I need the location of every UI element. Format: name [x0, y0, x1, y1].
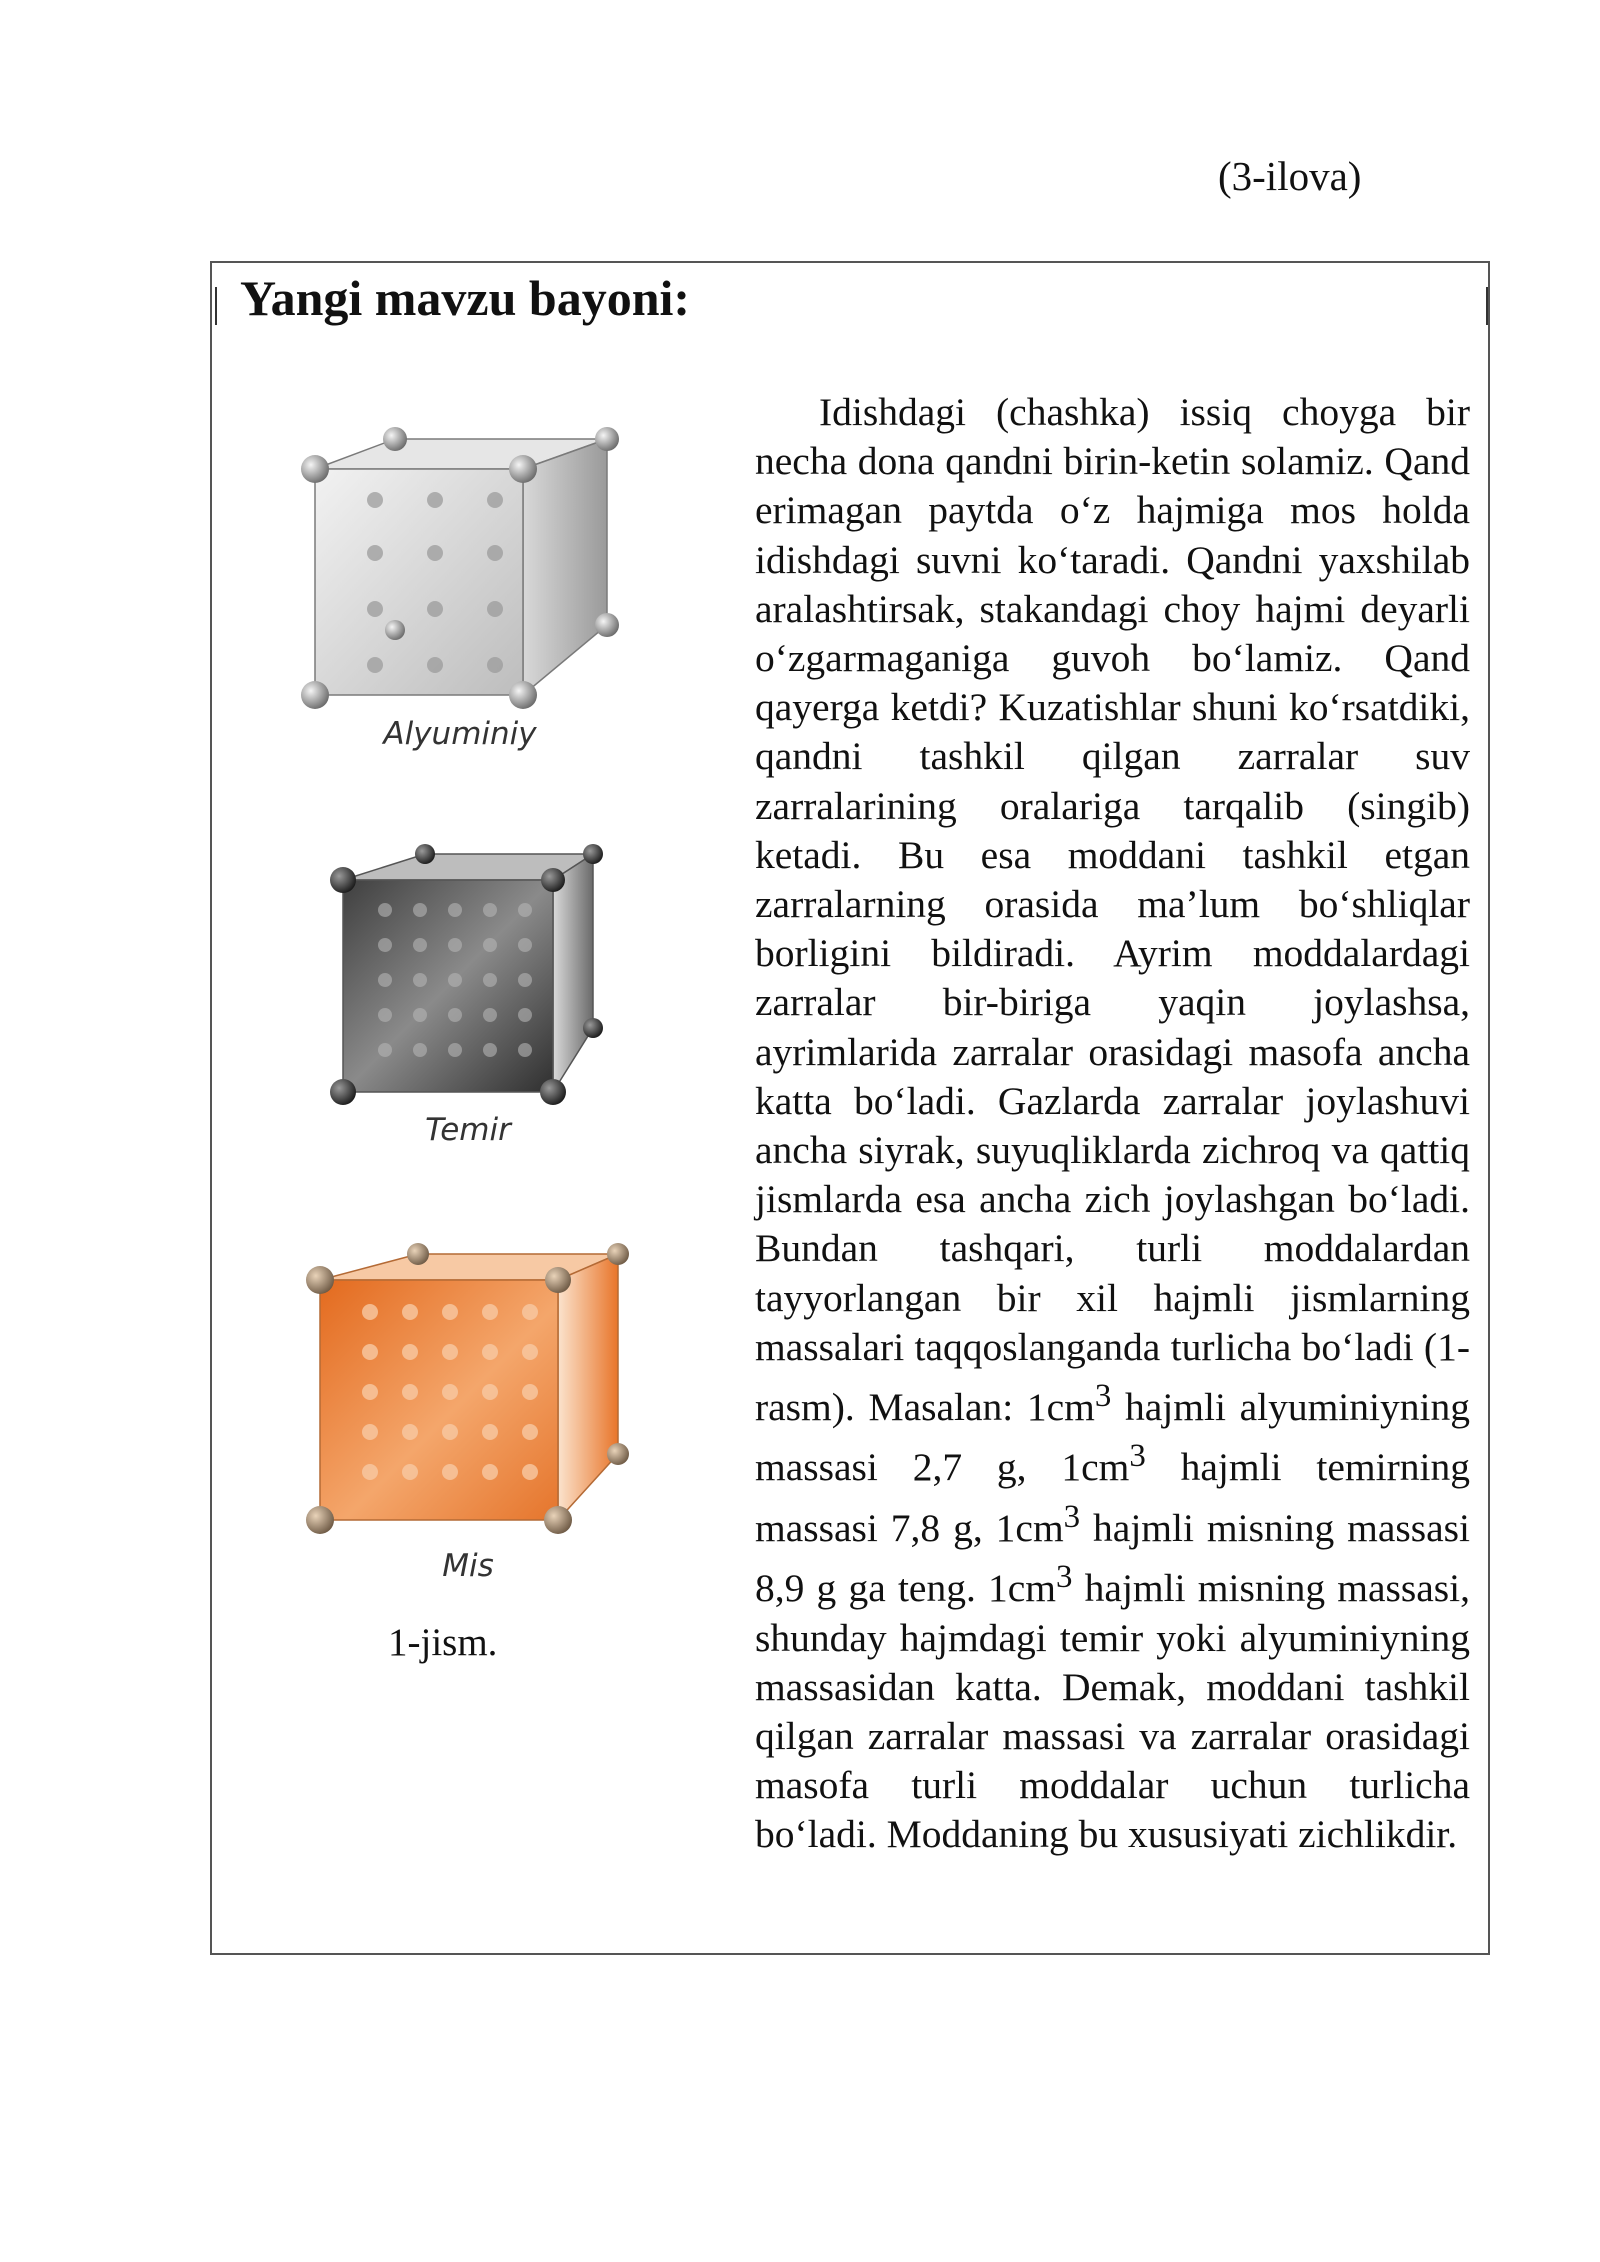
frame-tick-right	[1486, 287, 1488, 325]
body-text-start: Idishdagi (chashka) issiq choyga bir necha dona qandni birin-ketin solamiz. Qand erimagan paytda o‘z hajmiga mos holda idishdagi suvni ko‘taradi. Qandni yaxshilab aralashtirsak, stakandagi choy hajmi deyarli o‘zgarmaganiga guvoh bo‘lamiz. Qand qayerga ketdi? Kuzatishlar shuni ko‘rsatdiki, qandni tashkil qilgan zarralar suv zarralarining oralariga tarqalib (singib) ketadi. Bu esa moddani tashkil etgan zarralarning orasida ma’lum bo‘shliqlar borligini bildiradi. Ayrim moddalardagi zarralar bir-biriga yaqin joylashsa, ayrimlarida zarralar orasidagi masofa ancha katta bo‘ladi. Gazlarda zarralar joylashuvi ancha siyrak, suyuqliklarda zichroq va qattiq jismlarda esa ancha zich joylashgan bo‘ladi. Bundan tashqari, turli moddalardan tayyorlangan bir xil hajmli jismlarning massalari taqqoslanganda turlicha bo‘ladi (1-rasm). Masalan:	[755, 390, 1470, 1430]
unit-exponent: 3	[1063, 1498, 1081, 1535]
unit-cm: 1cm	[1061, 1445, 1130, 1490]
body-paragraph	[755, 388, 1470, 1860]
unit-cm: 1cm	[995, 1505, 1064, 1550]
body-text-end: hajmli misning massasi, shunday hajmdagi temir yoki alyuminiyning massasidan katta. Demak, moddani tashkil qilgan zarralar massasi va zarralar orasidagi masofa turli moddalar uchun turlicha bo‘ladi. Moddaning bu xususiyati zichlikdir.	[755, 1566, 1470, 1857]
unit-cm: 1cm	[988, 1566, 1057, 1611]
body-text-iron: hajmli temirning massasi 7,8 g,	[755, 1445, 1470, 1550]
iron-cube-illustration	[325, 840, 615, 1110]
copper-cube-illustration	[300, 1240, 640, 1540]
unit-exponent: 3	[1129, 1438, 1146, 1475]
aluminium-caption: Alyuminiy	[383, 716, 537, 752]
unit-cm: 1cm	[1026, 1385, 1095, 1430]
section-heading: Yangi mavzu bayoni:	[240, 270, 691, 326]
copper-caption: Mis	[442, 1548, 494, 1584]
appendix-label: (3-ilova)	[1218, 153, 1362, 199]
body-text-copper: hajmli misning massasi 8,9 g ga teng.	[755, 1505, 1470, 1611]
unit-exponent: 3	[1056, 1559, 1073, 1596]
frame-tick-left	[215, 287, 217, 325]
figure-label: 1-jism.	[388, 1621, 498, 1664]
unit-exponent: 3	[1094, 1378, 1112, 1415]
body-text	[755, 388, 1470, 1860]
body-text-aluminium: hajmli alyuminiyning massasi 2,7 g,	[755, 1385, 1470, 1490]
iron-caption: Temir	[425, 1112, 511, 1148]
aluminium-cube-illustration	[295, 425, 635, 715]
